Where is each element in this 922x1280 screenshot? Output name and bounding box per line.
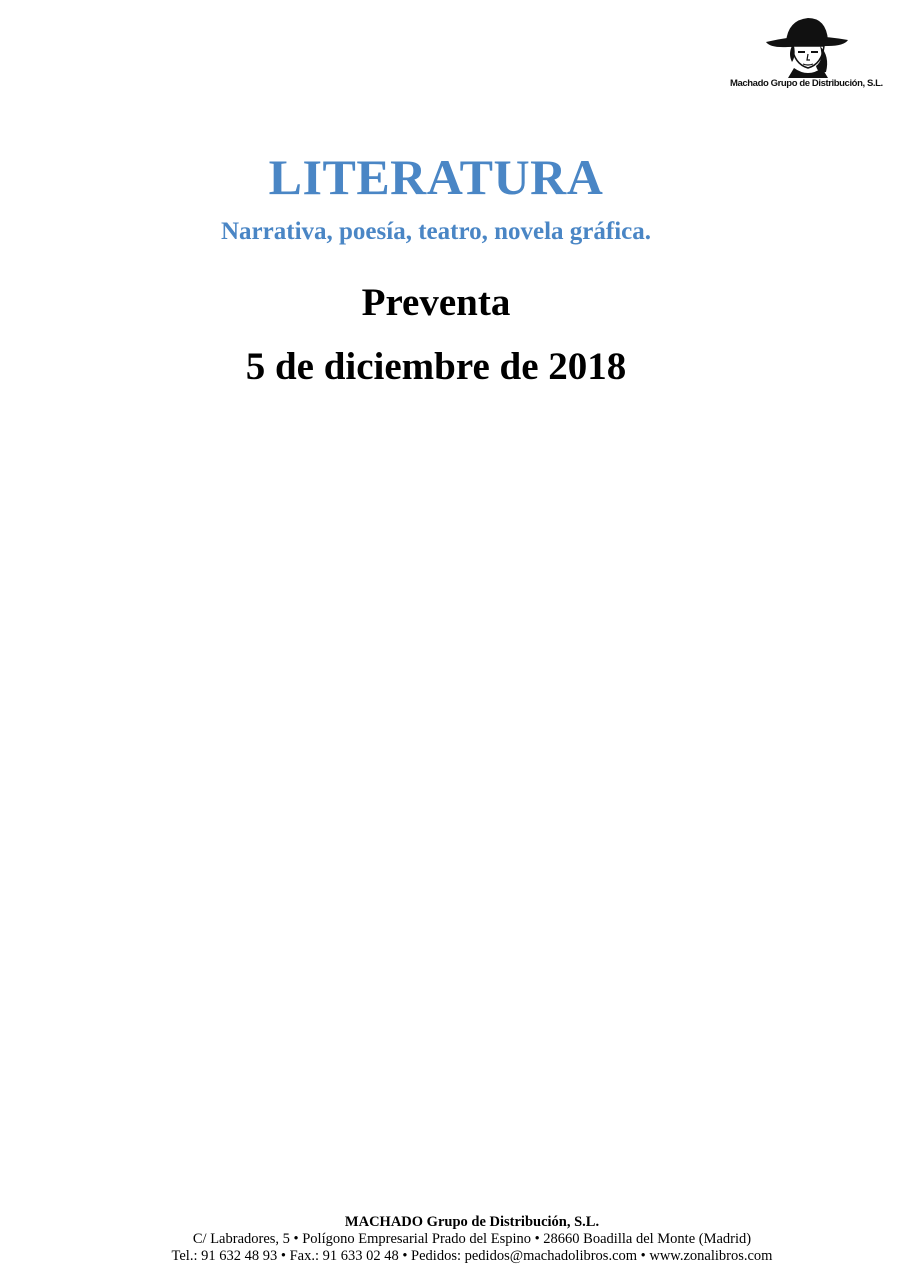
- presale-heading: Preventa: [361, 281, 511, 324]
- presale-date: 5 de diciembre de 2018: [245, 345, 627, 388]
- logo-text: Machado Grupo de Distribución, S.L.: [730, 78, 883, 89]
- document-title: LITERATURA: [268, 149, 604, 205]
- hat-portrait-icon: [758, 12, 854, 78]
- footer-contact: Tel.: 91 632 48 93 • Fax.: 91 633 02 48 • Pedidos: pedidos@machadolibros.com • www.zonalibros.com: [171, 1248, 773, 1264]
- company-logo: [730, 12, 883, 98]
- page-footer: [0, 1214, 922, 1265]
- document-subtitle: Narrativa, poesía, teatro, novela gráfica.: [221, 218, 651, 245]
- footer-address: C/ Labradores, 5 • Polígono Empresarial Prado del Espino • 28660 Boadilla del Monte (Madrid): [192, 1231, 752, 1247]
- footer-company: MACHADO Grupo de Distribución, S.L.: [344, 1214, 600, 1230]
